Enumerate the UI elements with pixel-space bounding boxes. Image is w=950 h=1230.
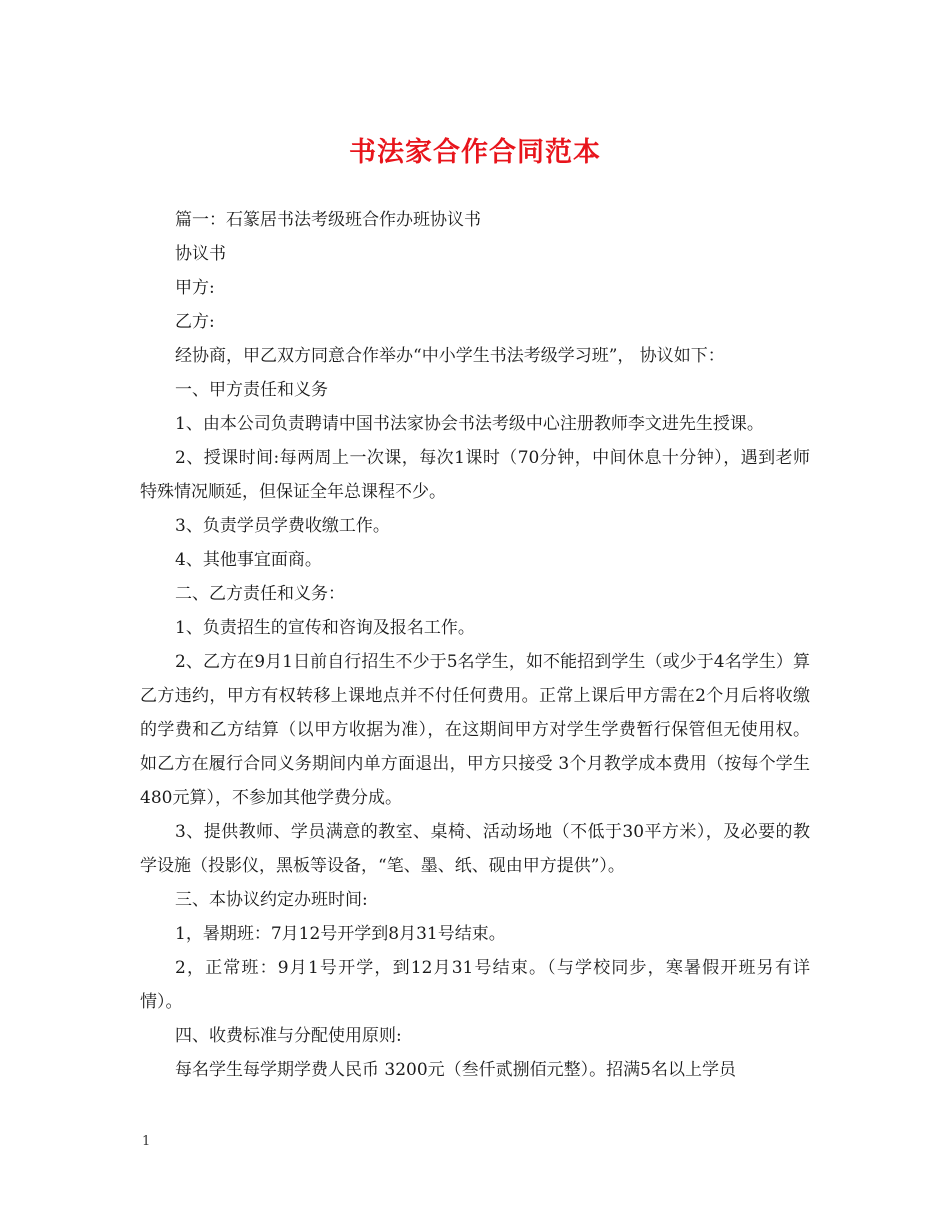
paragraph: 四、收费标准与分配使用原则: (175, 1026, 402, 1046)
document-body (140, 203, 810, 1087)
paragraph: 3、提供教师、学员满意的教室、桌椅、活动场地（不低于30平方米），及必要的教学设施（投影仪，黑板等设备，“笔、墨、纸、砚由甲方提供”）。 (140, 822, 810, 876)
paragraph: 篇一：石篆居书法考级班合作办班协议书 (175, 210, 481, 230)
paragraph: 二、乙方责任和义务： (175, 584, 345, 604)
paragraph: 一、甲方责任和义务 (175, 380, 328, 400)
paragraph: 4、其他事宜面商。 (175, 550, 322, 570)
paragraph: 每名学生每学期学费人民币 3200元（叁仟贰捌佰元整）。招满5名以上学员 (175, 1060, 736, 1080)
paragraph: 1、由本公司负责聘请中国书法家协会书法考级中心注册教师李文进先生授课。 (175, 414, 764, 434)
paragraph: 甲方: (175, 278, 215, 298)
paragraph: 3、负责学员学费收缴工作。 (175, 516, 390, 536)
paragraph: 1、负责招生的宣传和咨询及报名工作。 (175, 618, 475, 638)
paragraph: 经协商，甲乙双方同意合作举办“中小学生书法考级学习班”， 协议如下： (175, 346, 725, 366)
paragraph: 2、乙方在9月1日前自行招生不少于5名学生，如不能招到学生（或少于4名学生）算乙方违约，甲方有权转移上课地点并不付任何费用。正常上课后甲方需在2个月后将收缴的学费和乙方结算（以甲方收据为准），在这期间甲方对学生学费暂行保管但无使用权。如乙方在履行合同义务期间内单方面退出，甲方只接受 3个月教学成本费用（按每个学生480元算），不参加其他学费分成。 (140, 652, 810, 808)
paragraph: 2，正常班：9月1号开学，到12月31号结束。（与学校同步，寒暑假开班另有详情）。 (140, 958, 810, 1012)
paragraph: 三、本协议约定办班时间: (175, 890, 368, 910)
paragraph: 1，暑期班：7月12号开学到8月31号结束。 (175, 924, 506, 944)
paragraph: 协议书 (175, 244, 226, 264)
paragraph: 乙方: (175, 312, 215, 332)
paragraph: 2、授课时间:每两周上一次课，每次1课时（70分钟，中间休息十分钟），遇到老师特殊情况顺延，但保证全年总课程不少。 (140, 448, 810, 502)
page-number: 1 (142, 1134, 151, 1149)
document-title: 书法家合作合同范本 (349, 137, 601, 168)
